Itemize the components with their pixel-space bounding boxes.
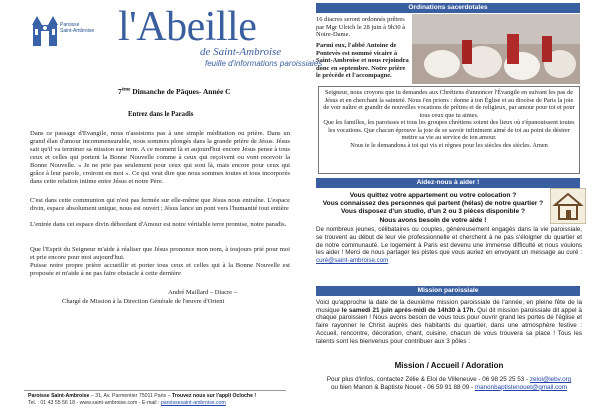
- house-icon: [550, 188, 586, 224]
- article-signature: André Maillard – Diacre –: [168, 289, 237, 296]
- banner-help-label: Aidez-nous à aider !: [416, 179, 480, 186]
- newsletter-title: l'Abeille: [118, 4, 257, 50]
- sunday-rest: Dimanche de Pâques- Année C: [130, 87, 231, 96]
- banner-ordinations-label: Ordinations sacerdotales: [408, 4, 488, 11]
- parish-tag: [60, 22, 94, 34]
- help-question-2: Vous connaissez des personnes qui partent (hélas) de notre quartier ?: [322, 200, 544, 208]
- house-drawing: [551, 189, 585, 223]
- article-paragraph-1: Dans ce passage d'Evangile, nous n'assistons pas à une simple méditation ou prière. Dans un grand élan d'amour incommensurable, nous sommes plongés dans la grande prière de Jésus. Jésus sait qu'il va terminer sa mission sur terre. A ce moment là et aujourd'hui encore Jésus pense à tous ceux et celles qui portent la Bonne Nouvelle comme à ceux qui reçoivent ou vont recevoir la Bonne Nouvelle. « Je ne prie pas seulement pour ceux qui sont là, mais encore pour ceux qui grâce à leur parole, croiront en moi ». Ce qui veut dire que nous sommes toutes et tous incorporés dans cette relation intime entre Jésus et notre Père.: [30, 130, 290, 185]
- mission-date: le samedi 21 juin après-midi de 14h30 à 17h.: [341, 306, 476, 314]
- article-paragraph-5: Puisse notre propre prière accueillir et porter tous ceux et celles qui à la Bonne Nouvelle est proposée et m'aide à ne pas faire obstacle à cette dernière: [30, 262, 290, 277]
- article-paragraph-2: C'est dans cette communion qui n'est pas fermée sur elle-même que Jésus nous entraîne. L'espace divin, espace absolument unique, nous est ouvert ; Jésus lance un pont vers l'humanité tout entière: [30, 197, 290, 212]
- article-paragraph-3: L'entrée dans cet espace divin débordant d'Amour est notre véritable terre promise, notre paradis.: [30, 221, 287, 228]
- article-title: Entrez dans le Paradis: [128, 111, 194, 118]
- mission-motto: Mission / Accueil / Adoration: [394, 361, 504, 370]
- footer-parish: Paroisse Saint-Ambroise: [28, 393, 90, 399]
- mission-contact-2: ou bien Manon & Baptiste Nouet - 06 59 91 88 09 -: [330, 383, 475, 391]
- article-signature-role: Chargé de Mission à la Direction Générale de l'œuvre d'Orient: [62, 298, 225, 305]
- ordinations-paragraph-2: Parmi eux, l'abbé Antoine de Pontevès est nommé vicaire à Saint-Ambroise et nous rejoindra donc en septembre. Notre prière le précède et l'accompagne.: [316, 42, 409, 80]
- footer-line-2: [28, 400, 256, 407]
- help-text: De nombreux jeunes, célibataires ou couples, généreusement engagés dans la vie paroissiale, se trouvent au début de leur vie professionnelle et cherchent à ne pas s'éloigner du quartier et de notre communauté. Le logement à Paris est devenu une immense difficulté et nous voulons les aider ! Merci de nous partager les pistes que vous auriez en envoyant un message au curé :: [316, 226, 582, 257]
- banner-mission-label: Mission paroissiale: [417, 287, 479, 294]
- mission-contact-1-email[interactable]: zeloi@lebv.org: [529, 376, 572, 383]
- article-paragraph-4: Que l'Esprit du Seigneur m'aide à réaliser que Jésus prononce mon nom, à toujours prié pour moi et prie encore pour moi aujourd'hui.: [30, 246, 290, 261]
- footer-address: – 31, Av. Parmentier 75011 Paris –: [89, 393, 172, 399]
- help-questions: [316, 192, 550, 225]
- ordination-photo: [412, 14, 580, 84]
- footer-app: Trouvez nous sur l'appli Ocloche !: [171, 393, 257, 399]
- prayer-paragraph-3: Nous te le demandons à toi qui vis et règnes pour les siècles des siècles. Amen: [350, 141, 548, 149]
- mission-description: [316, 299, 582, 345]
- mission-contact-line-2: [316, 384, 582, 392]
- vocation-prayer-box: [318, 86, 580, 174]
- newsletter-tagline: feuille d'informations paroissiales: [205, 59, 323, 68]
- sunday-ordinal: ème: [121, 87, 131, 93]
- help-question-4: Nous avons besoin de votre aide !: [379, 216, 487, 224]
- ordination-image: [412, 14, 580, 84]
- mission-text-a: Voici qu'approche la date de la deuxième mission paroissiale de l'année, en pleine fête de la musique: [316, 299, 582, 314]
- footer-line-1: [28, 393, 256, 400]
- banner-ordinations: [316, 3, 580, 13]
- footer-divider: [24, 390, 286, 391]
- church-icon: [30, 15, 60, 47]
- sunday-number: 7: [118, 87, 122, 96]
- mission-contact-line-1: [316, 376, 582, 384]
- help-question-3: Vous disposez d'un studio, d'un 2 ou 3 pièces disponible ?: [341, 208, 525, 216]
- banner-help: [316, 178, 580, 188]
- prayer-paragraph-2: Que les familles, les paroisses et tous les groupes chrétiens soient des lieux où s'épanouissent toutes les vocations. Que chacun éprouve la joie de se savoir infiniment aimé de toi au point de désirer mettre sa vie au service de ton amour.: [323, 119, 575, 141]
- mission-contact-1: Pour plus d'infos, contactez Zélie & Eloi de Villeneuve - 06 98 25 25 53 -: [326, 376, 530, 383]
- parish-tag-line2: Saint-Ambroise: [60, 28, 95, 34]
- footer-contact: Tel. : 01 43 55 56 18 - www.saint-ambroise.com - E-mail :: [28, 400, 161, 406]
- footer: [28, 393, 256, 407]
- mission-contact-2-email[interactable]: manonbaptistenouet@gmail.com: [474, 383, 568, 391]
- help-question-1: Vous quittez votre appartement ou votre colocation ?: [349, 192, 517, 199]
- banner-mission: [316, 286, 580, 296]
- help-email-link[interactable]: curé@saint-ambroise.com: [316, 257, 389, 265]
- mission-text-b: Qui dit mission paroissiale dit appel à chaque paroissien ! Nous avons besoin de vous tous pour ouvrir grand les portes de l'église et faire rayonner le Christ auprès des habitants du quartier, dans une atmosphère festive : Accueil, rencontre, décoration, chant, cuisine, chacun de vous trouvera sa place ! Tous les talents sont les bienvenus pour contribuer aux 3 pôles :: [316, 306, 582, 345]
- prayer-paragraph-1: Seigneur, nous croyons que tu demandes aux Chrétiens d'annoncer l'Évangile en suivant les pas de Jésus et en cherchant la sainteté. Nous t'en prions : donne à ton Église et au diocèse de Paris la joie de voir naître et grandir de nouvelles vocations de prêtres et de religieux, par amour pour toi et pour tous ceux que tu aimes.: [323, 89, 575, 119]
- parish-tag-line1: Paroisse: [60, 22, 80, 28]
- newsletter-subtitle: de Saint-Ambroise: [200, 46, 282, 58]
- mission-contact: [316, 376, 582, 392]
- liturgical-sunday: [118, 87, 231, 96]
- footer-email-link[interactable]: paroissesaint-ambroise.com: [160, 400, 226, 406]
- help-description: [316, 226, 582, 265]
- ordinations-paragraph-1: 16 diacres seront ordonnés prêtres par Mgr Ulrich le 28 juin à 9h30 à Notre-Dame.: [316, 16, 406, 39]
